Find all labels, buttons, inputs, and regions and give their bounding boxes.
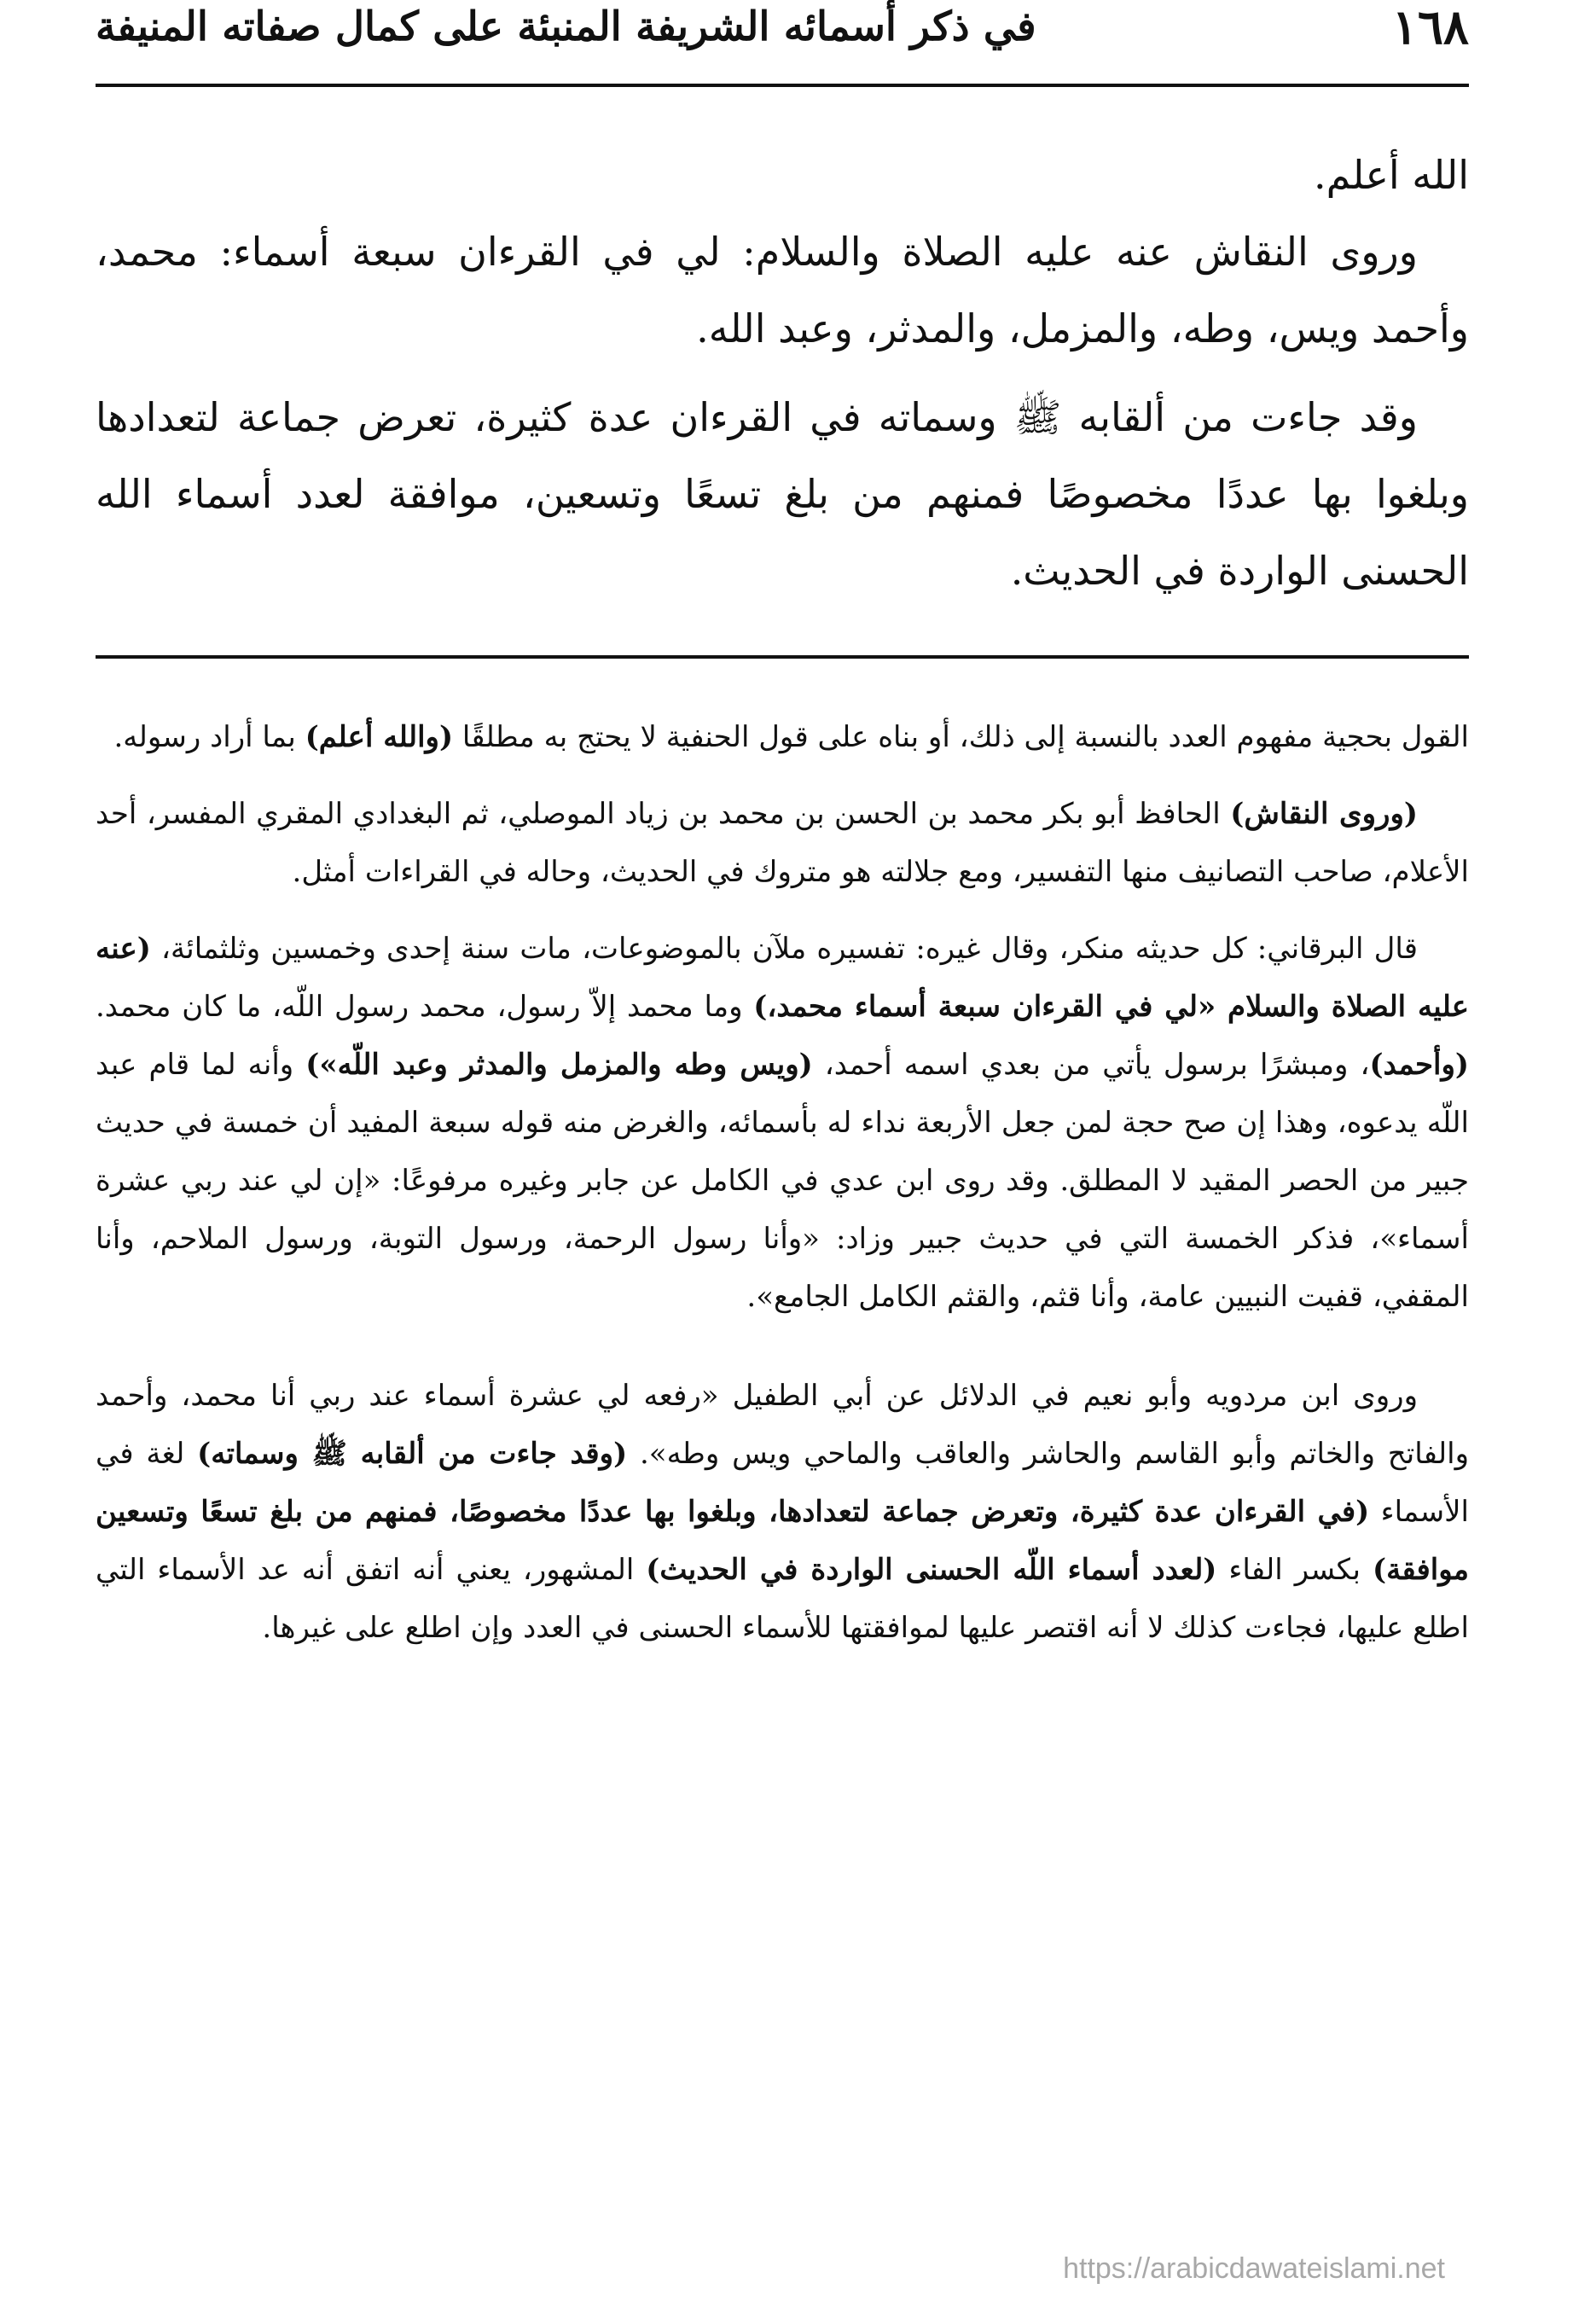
quoted-text: (وروى النقاش) — [1230, 797, 1418, 831]
commentary-text: وما محمد إلاّ رسول، محمد رسول اللّه، ما كان محمد. — [96, 990, 754, 1024]
page-number: ١٦٨ — [1391, 0, 1469, 55]
quoted-text: (والله أعلم) — [305, 720, 454, 754]
commentary-paragraph — [96, 708, 1469, 766]
commentary-text: ، ومبشرًا برسول يأتي من بعدي اسمه أحمد، — [812, 1048, 1370, 1082]
commentary-text: قال البرقاني: كل حديثه منكر، وقال غيره: تفسيره ملآن بالموضوعات، مات سنة إحدى وخمسين وثلثمائة، — [150, 932, 1418, 966]
commentary-text: بكسر الفاء — [1216, 1553, 1373, 1587]
commentary-text: المشهور، يعني أنه اتفق أنه عد الأسماء التي اطلع عليها، فجاءت كذلك لا أنه اقتصر عليها لموافقتها للأسماء الحسنى في العدد وإن اطلع على غيرها. — [96, 1553, 1469, 1645]
running-title: في ذكر أسمائه الشريفة المنبئة على كمال صفاته المنيفة — [96, 3, 1036, 50]
commentary-text: بما أراد رسوله. — [113, 720, 305, 754]
footnote-separator — [96, 655, 1469, 659]
main-paragraph: الله أعلم. — [1313, 152, 1469, 198]
watermark-url: https://arabicdawateislami.net — [1063, 2252, 1445, 2285]
commentary-paragraph — [96, 920, 1469, 1326]
header-rule — [96, 84, 1469, 87]
quoted-text: (في القرءان عدة كثيرة، وتعرض جماعة لتعدادها، وبلغوا بها عددًا مخصوصًا، فمنهم من بلغ تسعًا وتسعين موافقة) — [96, 1495, 1469, 1587]
quoted-text: (وأحمد) — [1369, 1048, 1469, 1082]
quoted-text: (عنه عليه الصلاة والسلام «لي في القرءان سبعة أسماء محمد،) — [96, 932, 1469, 1024]
commentary-text: الحافظ أبو بكر محمد بن الحسن بن محمد بن زياد الموصلي، ثم البغدادي المقري المفسر، أحد الأعلام، صاحب التصانيف منها التفسير، ومع جلالته هو متروك في الحديث، وحاله في القراءات أمثل. — [96, 797, 1469, 889]
commentary-text: وروى ابن مردويه وأبو نعيم في الدلائل عن أبي الطفيل «رفعه لي عشرة أسماء عند ربي أنا محمد، وأحمد والفاتح والخاتم وأبو القاسم والحاشر والعاقب والماحي ويس وطه». — [96, 1379, 1469, 1471]
commentary-text: القول بحجية مفهوم العدد بالنسبة إلى ذلك، أو بناه على قول الحنفية لا يحتج به مطلقًا — [453, 720, 1469, 754]
commentary-paragraph — [96, 785, 1469, 901]
quoted-text: (ويس وطه والمزمل والمدثر وعبد اللّه») — [305, 1048, 813, 1082]
quoted-text: (لعدد أسماء اللّه الحسنى الواردة في الحديث) — [646, 1553, 1217, 1587]
quoted-text: (وقد جاءت من ألقابه ﷺ وسماته) — [197, 1437, 628, 1471]
commentary-paragraph — [96, 1367, 1469, 1657]
page-header — [96, 0, 1469, 68]
main-text — [96, 137, 1469, 609]
commentary-text: وأنه لما قام عبد اللّه يدعوه، وهذا إن صح حجة لمن جعل الأربعة نداء له بأسمائه، والغرض منه قوله سبعة المفيد أن خمسة في حديث جبير من الحصر المقيد لا المطلق. وقد روى ابن عدي في الكامل عن جابر وغيره مرفوعًا: «إن لي عند ربي عشرة أسماء»، فذكر الخمسة التي في حديث جبير وزاد: «وأنا رسول الرحمة، ورسول التوبة، ورسول الملاحم، وأنا المقفي، قفيت النبيين عامة، وأنا قثم، والقثم الكامل الجامع». — [96, 1048, 1469, 1314]
commentary-text: لغة في الأسماء — [96, 1437, 1469, 1529]
main-paragraph: وروى النقاش عنه عليه الصلاة والسلام: لي في القرءان سبعة أسماء: محمد، وأحمد ويس، وطه، والمزمل، والمدثر، وعبد الله. — [96, 229, 1469, 352]
main-paragraph: وقد جاءت من ألقابه ﷺ وسماته في القرءان عدة كثيرة، تعرض جماعة لتعدادها وبلغوا بها عددًا مخصوصًا فمنهم من بلغ تسعًا وتسعين، موافقة لعدد أسماء الله الحسنى الواردة في الحديث. — [96, 394, 1469, 594]
commentary — [96, 708, 1469, 1676]
